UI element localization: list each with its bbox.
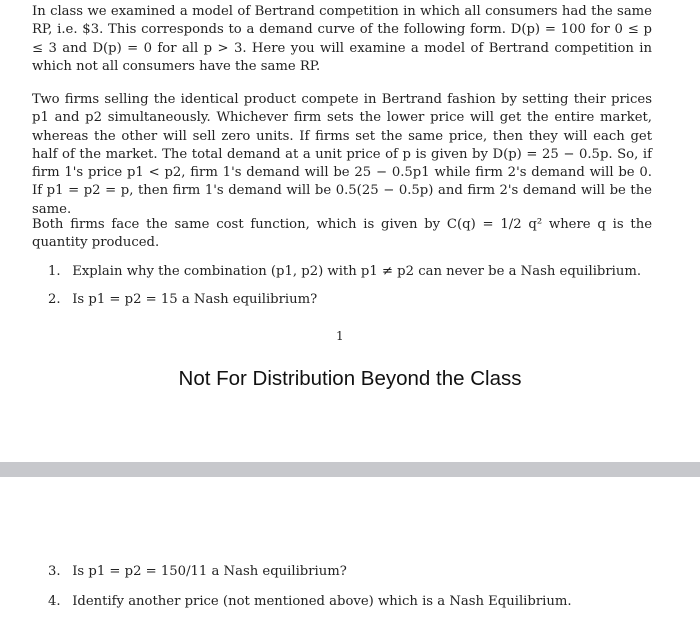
- question-number: 3.: [48, 564, 61, 579]
- question-item: [48, 564, 347, 579]
- question-text: Explain why the combination (p1, p2) with p1 ≠ p2 can never be a Nash equilibrium.: [72, 264, 642, 279]
- question-text: Identify another price (not mentioned above) which is a Nash Equilibrium.: [72, 594, 572, 609]
- distribution-notice: Not For Distribution Beyond the Class: [178, 367, 522, 390]
- question-text: Is p1 = p2 = 150/11 a Nash equilibrium?: [72, 564, 347, 579]
- question-number: 4.: [48, 594, 61, 609]
- page-divider: [0, 462, 700, 477]
- question-text: Is p1 = p2 = 15 a Nash equilibrium?: [72, 292, 318, 307]
- intro-paragraph: In class we examined a model of Bertrand competition in which all consumers had the same RP, i.e. $3. This corresponds to a demand curve of the following form. D(p) = 100 for 0 ≤ p ≤ 3 and D(p) = 0 for all p > 3. Here you will examine a model of Bertrand competition in which not all consumers have the same RP.: [32, 4, 652, 74]
- question-number: 2.: [48, 292, 61, 307]
- question-item: [48, 264, 641, 279]
- question-item: [48, 292, 317, 307]
- cost-paragraph: Both firms face the same cost function, which is given by C(q) = 1/2 q² where q is the quantity produced.: [32, 217, 652, 251]
- page-number: 1: [336, 329, 344, 343]
- setup-paragraph: Two firms selling the identical product compete in Bertrand fashion by setting their prices p1 and p2 simultaneously. Whichever firm sets the lower price will get the entire market, whereas the other will sell zero units. If firms set the same price, then they will each get half of the market. The total demand at a unit price of p is given by D(p) = 25 − 0.5p. So, if firm 1's price p1 < p2, firm 1's demand will be 25 − 0.5p1 while firm 2's demand will be 0. If p1 = p2 = p, then firm 1's demand will be 0.5(25 − 0.5p) and firm 2's demand will be the same.: [32, 92, 652, 217]
- question-item: [48, 594, 572, 609]
- question-number: 1.: [48, 264, 61, 279]
